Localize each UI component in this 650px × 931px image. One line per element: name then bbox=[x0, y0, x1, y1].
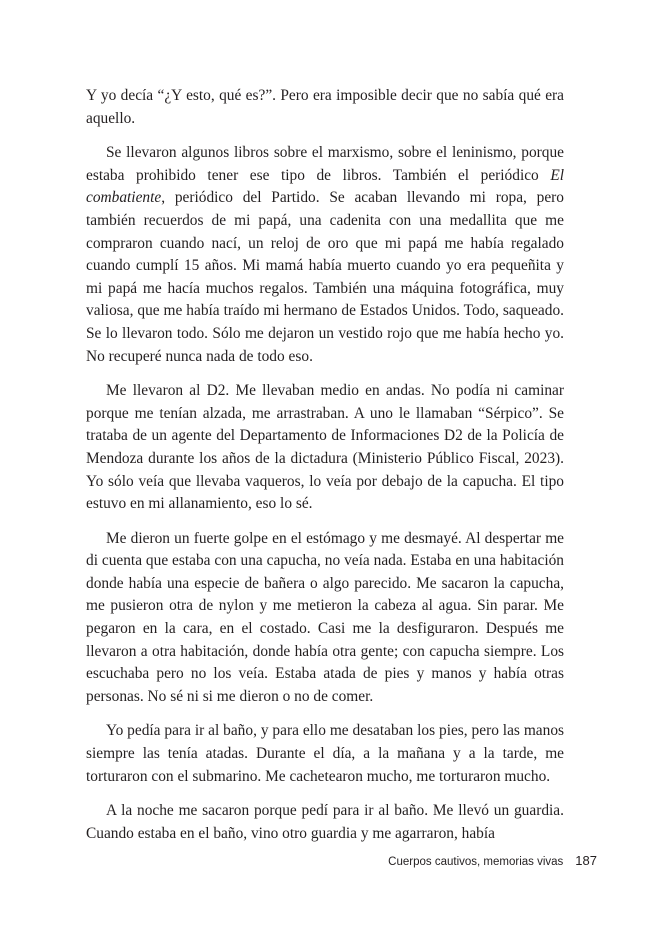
page-footer bbox=[0, 853, 597, 868]
paragraph-2 bbox=[86, 142, 564, 368]
paragraph-3: Me llevaron al D2. Me llevaban medio en andas. No podía ni caminar porque me tenían alzada, me arrastraban. A uno le llamaban “Sérpico”. Se trataba de un agente del Departamento de Informaciones D2 de la Policía de Mendoza durante los años de la dictadura (Ministerio Público Fiscal, 2023). Yo sólo veía que llevaba vaqueros, lo veía por debajo de la capucha. El tipo estuvo en mi allanamiento, eso lo sé. bbox=[86, 382, 564, 513]
page-number: 187 bbox=[575, 853, 597, 868]
paragraph-4: Me dieron un fuerte golpe en el estómago y me desmayé. Al despertar me di cuenta que estaba con una capucha, no veía nada. Estaba en una habitación donde había una especie de bañera o algo parecido. Me sacaron la capucha, me pusieron otra de nylon y me metieron la cabeza al agua. Sin parar. Me pegaron en la cara, en el costado. Casi me la desfiguraron. Después me llevaron a otra habitación, donde había otra gente; con capucha siempre. Los escuchaba pero no los veía. Estaba atada de pies y manos y había otras personas. No sé ni si me dieron o no de comer. bbox=[86, 529, 564, 705]
paragraph-6: A la noche me sacaron porque pedí para ir al baño. Me llevó un guardia. Cuando estaba en el baño, vino otro guardia y me agarraron, había bbox=[86, 802, 564, 842]
paragraph-2-start: Se llevaron algunos libros sobre el marxismo, sobre el leninismo, porque estaba prohibido tener ese tipo de libros. También el periódico bbox=[86, 144, 564, 184]
body-text bbox=[86, 85, 564, 857]
paragraph-1: Y yo decía “¿Y esto, qué es?”. Pero era imposible decir que no sabía qué era aquello. bbox=[86, 87, 564, 127]
newspaper-title: El combatiente bbox=[86, 166, 564, 207]
running-title: Cuerpos cautivos, memorias vivas bbox=[388, 856, 564, 868]
paragraph-5: Yo pedía para ir al baño, y para ello me desataban los pies, pero las manos siempre las tenía atadas. Durante el día, a la mañana y a la tarde, me torturaron con el submarino. Me cachetearon mucho, me torturaron mucho. bbox=[86, 722, 564, 785]
paragraph-2-end: , periódico del Partido. Se acaban llevando mi ropa, pero también recuerdos de mi papá, una cadenita con una medallita que me compraron cuando nací, un reloj de oro que mi papá me había regalado cuando cumplí 15 años. Mi mamá había muerto cuando yo era pequeñita y mi papá me hacía muchos regalos. También una máquina fotográfica, muy valiosa, que me había traído mi hermano de Estados Unidos. Todo, saqueado. Se lo llevaron todo. Sólo me dejaron un vestido rojo que me había hecho yo. No recuperé nunca nada de todo eso. bbox=[86, 189, 564, 365]
